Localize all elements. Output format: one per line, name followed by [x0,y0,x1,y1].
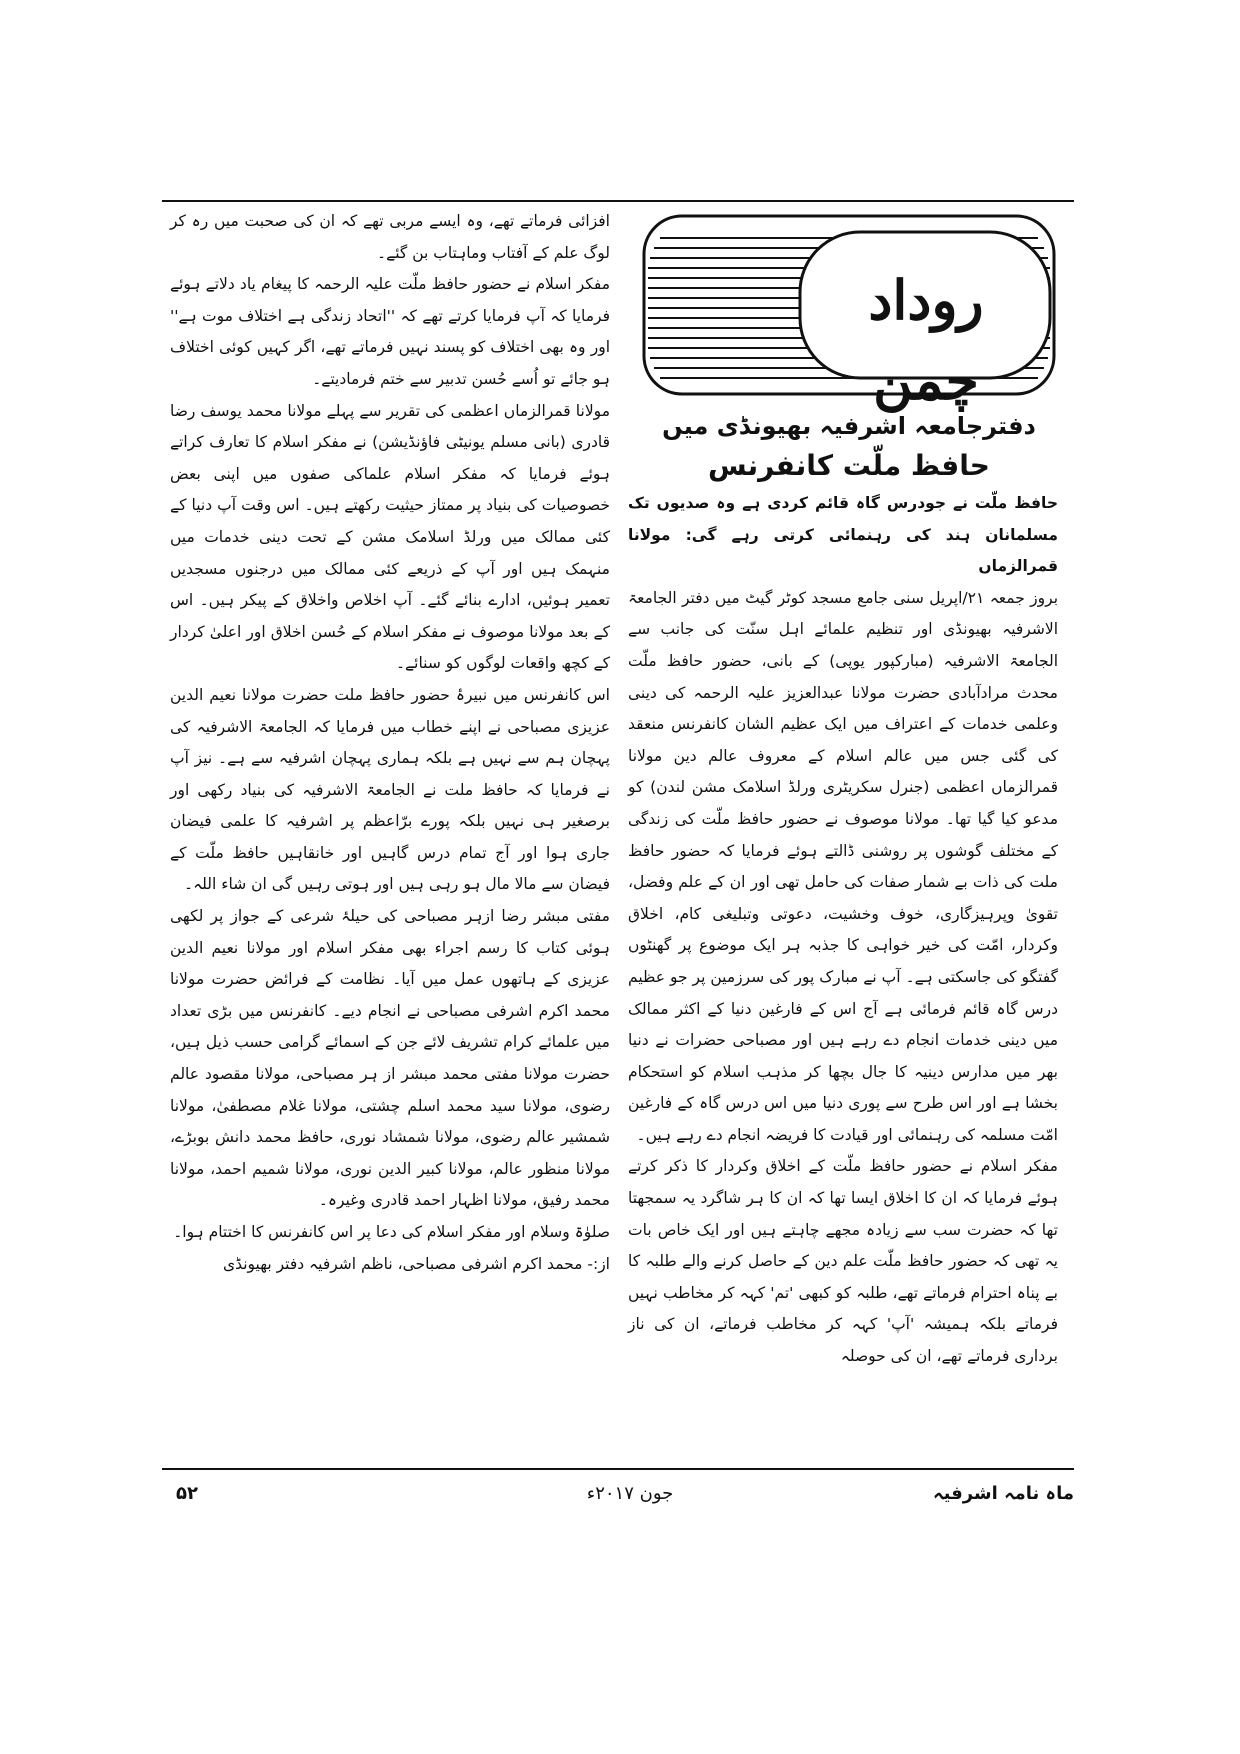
paragraph: بروز جمعہ ۲۱/اپریل سنی جامع مسجد کوٹر گیٹ میں دفتر الجامعۃ الاشرفیہ بھیونڈی اور تنظیم علمائے اہل سنّت کی جانب سے الجامعۃ الاشرفیہ (مبارکپور یوپی) کے بانی، حضور حافظ ملّت محدث مرادآبادی حضرت مولانا عبدالعزیز علیہ الرحمہ کی دینی وعلمی خدمات کے اعتراف میں ایک عظیم الشان کانفرنس منعقد کی گئی جس میں عالم اسلام کے معروف عالم دین مولانا قمرالزماں اعظمی (جنرل سکریٹری ورلڈ اسلامک مشن لندن) کو مدعو کیا گیا تھا۔ مولانا موصوف نے حضور حافظ ملّت کی زندگی کے مختلف گوشوں پر روشنی ڈالتے ہوئے فرمایا کہ حضور حافظ ملت کی ذات بے شمار صفات کی حامل تھی اور ان کے علم وفضل، تقویٰ وپرہیزگاری، خوف وخشیت، دعوتی وتبلیغی کام، اخلاق وکردار، امّت کی خیر خواہی کا جذبہ ہر ایک موضوع پر گھنٹوں گفتگو کی جاسکتی ہے۔ آپ نے مبارک پور کی سرزمین پر جو عظیم درس گاہ قائم فرمائی ہے آج اس کے فارغین دنیا کے اکثر ممالک میں دینی خدمات انجام دے رہے ہیں اور مصباحی حضرات نے دنیا بھر میں مدارس دینیہ کا جال بچھا کر مذہب اسلام کو استحکام بخشا ہے اور اس طرح سے پوری دنیا میں اس درس گاہ کے فارغین امّت مسلمہ کی رہنمائی اور قیادت کا فریضہ انجام دے رہے ہیں۔ [628,588,1059,1144]
paragraph: اس کانفرنس میں نبیرۂ حضور حافظ ملت حضرت مولانا نعیم الدین عزیزی مصباحی نے اپنے خطاب میں فرمایا کہ الجامعۃ الاشرفیہ کی پہچان ہم سے نہیں ہے بلکہ ہماری پہچان اشرفیہ سے ہے۔ نیز آپ نے فرمایا کہ حافظ ملت نے الجامعۃ الاشرفیہ کی بنیاد رکھی اور برصغیر ہی نہیں بلکہ پورے برّاعظم پر اشرفیہ کا علمی فیضان جاری ہوا اور آج تمام درس گاہیں اور خانقاہیں حافظ ملّت کے فیضان سے مالا مال ہو رہی ہیں اور ہوتی رہیں گی ان شاء اللہ۔ [170,685,610,894]
paragraph: صلوٰۃ وسلام اور مفکر اسلام کی دعا پر اس کانفرنس کا اختتام ہوا۔ [173,1223,610,1241]
article-intro: حافظ ملّت نے جودرس گاہ قائم کردی ہے وہ صدیوں تک مسلمانان ہند کی رہنمائی کرتی رہے گی: مولانا قمرالزماں [628,494,1058,576]
article-headline: دفترجامعہ اشرفیہ بھیونڈی میں [662,412,1036,440]
paragraph: مفکر اسلام نے حضور حافظ ملّت علیہ الرحمہ کا پیغام یاد دلاتے ہوئے فرمایا کہ آپ فرمایا کرتے تھے کہ ''اتحاد زندگی ہے اختلاف موت ہے'' اور وہ بھی اختلاف کو پسند نہیں فرماتے تھے، اگر کہیں کوئی اختلاف ہو جائے تو اُسے حُسن تدبیر سے ختم فرمادیتے۔ [170,275,610,388]
left-column [170,206,610,1280]
top-rule [162,200,1074,202]
page-number: ۵۲ [176,1483,198,1504]
paragraph: افزائی فرماتے تھے، وہ ایسے مربی تھے کہ ان کی صحبت میں رہ کر لوگ علم کے آفتاب وماہتاب بن گئے۔ [170,212,610,262]
section-banner [640,210,1058,412]
right-column [628,488,1058,1373]
bottom-rule [162,1468,1074,1470]
paragraph: مولانا قمرالزماں اعظمی کی تقریر سے پہلے مولانا محمد یوسف رضا قادری (بانی مسلم یونیٹی فاؤنڈیشن) نے مفکر اسلام کا تعارف کراتے ہوئے فرمایا کہ مفکر اسلام علماکی صفوں میں اپنی بعض خصوصیات کی بنیاد پر ممتاز حیثیت رکھتے ہیں۔ اس وقت آپ دنیا کے کئی ممالک میں ورلڈ اسلامک مشن کے تحت دینی خدمات میں منہمک ہیں اور آپ کے ذریعے کئی ممالک میں درجنوں مسجدیں تعمیر ہوئیں، ادارے بنائے گئے۔ آپ اخلاص واخلاق کے پیکر ہیں۔ اس کے بعد مولانا موصوف نے مفکر اسلام کے حُسن اخلاق اور اعلیٰ کردار کے کچھ واقعات لوگوں کو سنائے۔ [170,401,610,673]
article-subheadline: حافظ ملّت کانفرنس [708,449,990,482]
footer-issue-date: جون ۲۰۱۷ء [586,1483,674,1504]
paragraph: مفکر اسلام نے حضور حافظ ملّت کے اخلاق وکردار کا ذکر کرتے ہوئے فرمایا کہ ان کا اخلاق ایسا تھا کہ ان کا ہر شاگرد یہ سمجھتا تھا کہ حضرت سب سے زیادہ مجھے چاہتے ہیں اور ایک خاص بات یہ تھی کہ حضور حافظ ملّت علم دین کے حاصل کرنے والے طلبہ کا بے پناہ احترام فرماتے تھے، طلبہ کو کبھی 'تم' کہہ کر مخاطب نہیں فرماتے بلکہ ہمیشہ 'آپ' کہہ کر مخاطب فرماتے، ان کی ناز برداری فرماتے تھے، ان کی حوصلہ [628,1157,1058,1366]
banner-title: روداد چمن [868,268,984,412]
paragraph: مفتی مبشر رضا ازہر مصباحی کی حیلۂ شرعی کے جواز پر لکھی ہوئی کتاب کا رسم اجراء بھی مفکر اسلام اور مولانا نعیم الدین عزیزی کے ہاتھوں عمل میں آیا۔ نظامت کے فرائض حضرت مولانا محمد اکرم اشرفی مصباحی نے انجام دیے۔ کانفرنس میں بڑی تعداد میں علمائے کرام تشریف لائے جن کے اسمائے گرامی حسب ذیل ہیں، حضرت مولانا مفتی محمد مبشر از ہر مصباحی، مولانا مقصود عالم رضوی، مولانا سید محمد اسلم چشتی، مولانا غلام مصطفیٰ، مولانا شمشیر عالم رضوی، مولانا شمشاد نوری، حافظ محمد دانش بوبڑے، مولانا منظور عالم، مولانا کبیر الدین نوری، مولانا شمیم احمد، مولانا محمد رفیق، مولانا اظہار احمد قادری وغیرہ۔ [170,907,610,1210]
author-credit: از:- محمد اکرم اشرفی مصباحی، ناظم اشرفیہ دفتر بھیونڈی [222,1254,610,1273]
footer-magazine-name: ماہ نامہ اشرفیہ [933,1483,1074,1504]
